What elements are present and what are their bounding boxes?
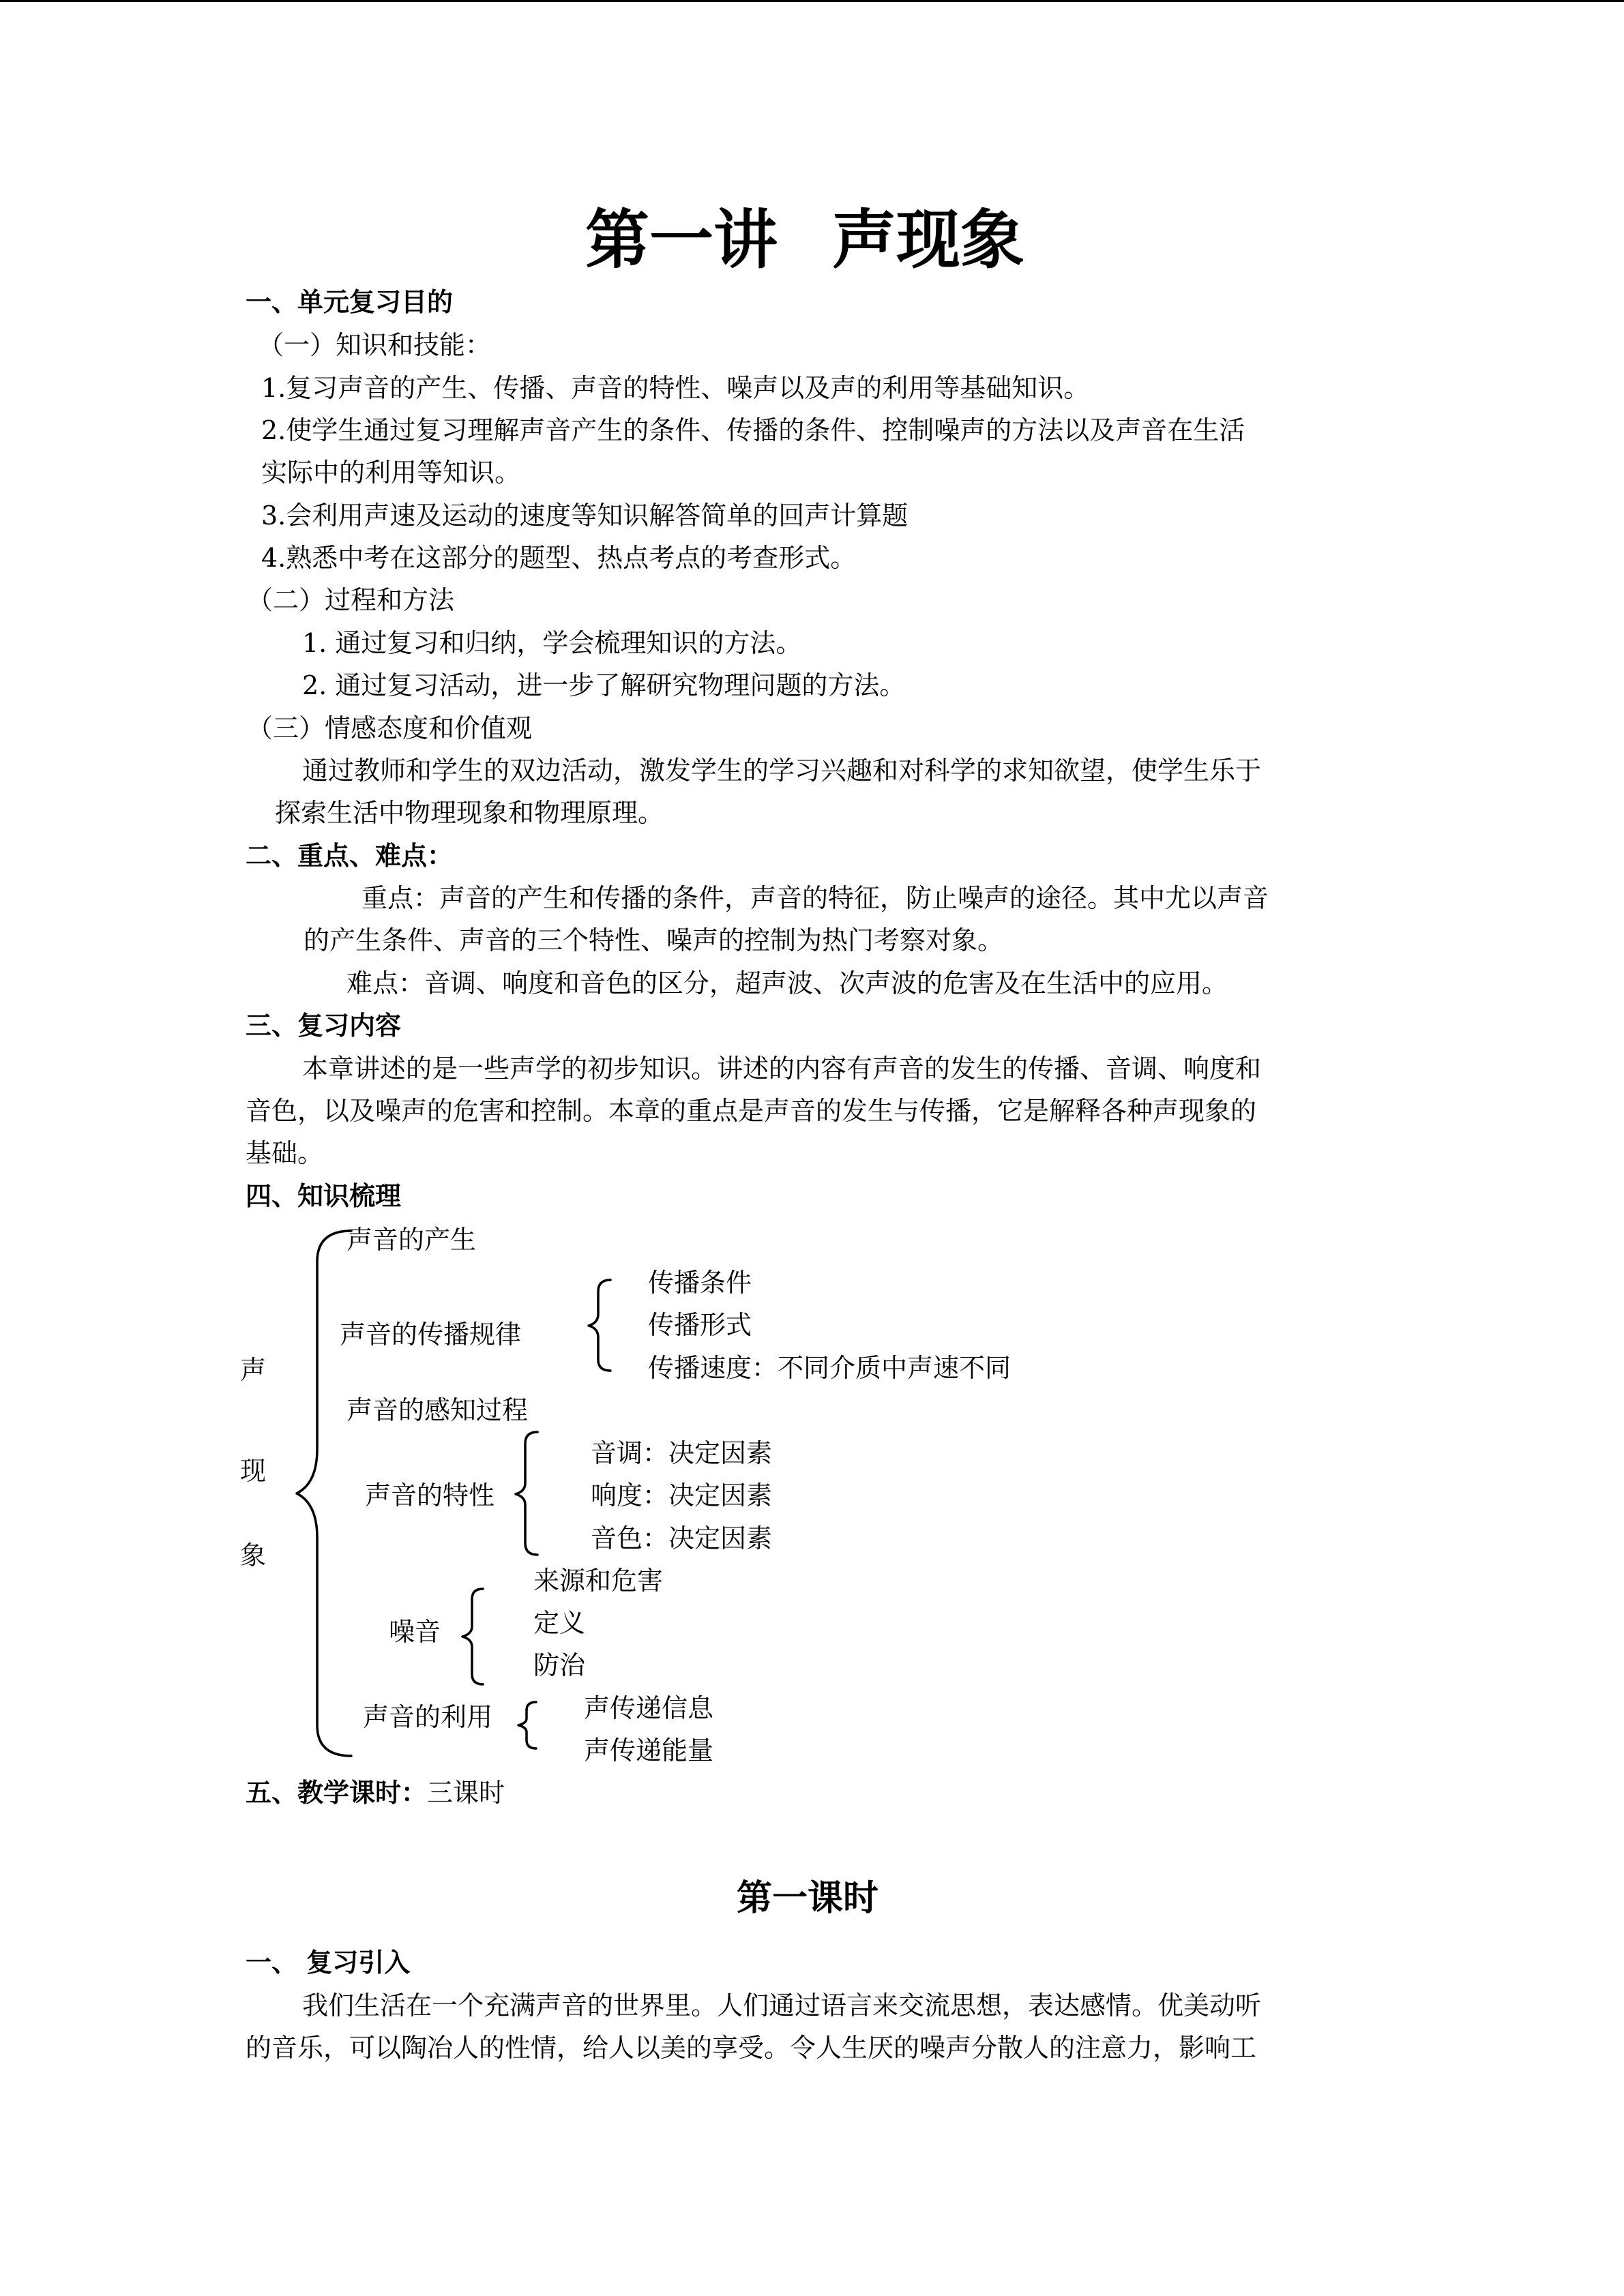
section1-k3: 3.会利用声速及运动的速度等知识解答简单的回声计算题: [261, 501, 909, 531]
section3-heading: 三、复习内容: [246, 1010, 402, 1041]
section1-e1b: 探索生活中物理现象和物理原理。: [275, 798, 664, 828]
tree-characteristics-item-3: 音色：决定因素: [591, 1523, 773, 1553]
propagation-brace: [583, 1277, 617, 1372]
section4-heading: 四、知识梳理: [246, 1180, 402, 1211]
tree-characteristics-item-2: 响度：决定因素: [591, 1480, 773, 1510]
tree-usage-item-2: 声传递能量: [584, 1735, 714, 1765]
tree-perception: 声音的感知过程: [346, 1395, 529, 1425]
section2-diff: 难点：音调、响度和音色的区分，超声波、次声波的危害及在生活中的应用。: [346, 968, 1228, 998]
lesson-heading: 一、 复习引入: [246, 1947, 411, 1978]
section1-k2a: 2.使学生通过复习理解声音产生的条件、传播的条件、控制噪声的方法以及声音在生活: [261, 415, 1245, 445]
tree-propagation-item-1: 传播条件: [648, 1268, 752, 1298]
characteristics-brace: [512, 1429, 546, 1558]
section3-p-c: 基础。: [246, 1138, 324, 1168]
section3-p-a: 本章讲述的是一些声学的初步知识。讲述的内容有声音的发生的传播、音调、响度和: [302, 1054, 1262, 1084]
section1-sub1: （一）知识和技能：: [258, 330, 492, 360]
tree-noise-item-2: 定义: [533, 1608, 586, 1638]
tree-production: 声音的产生: [346, 1225, 477, 1255]
tree-characteristics-item-1: 音调：决定因素: [591, 1438, 773, 1468]
usage-brace: [512, 1698, 546, 1753]
section1-sub2: （二）过程和方法: [247, 585, 455, 615]
lesson-p-b: 的音乐，可以陶冶人的性情，给人以美的享受。令人生厌的噪声分散人的注意力，影响工: [246, 2033, 1257, 2063]
lesson-p-a: 我们生活在一个充满声音的世界里。人们通过语言来交流思想，表达感情。优美动听: [302, 1991, 1262, 2021]
tree-propagation-item-2: 传播形式: [648, 1310, 752, 1340]
tree-noise-label: 噪音: [389, 1617, 441, 1647]
tree-root-char-2: 现: [240, 1456, 267, 1486]
tree-noise-item-3: 防治: [533, 1650, 586, 1680]
noise-brace: [457, 1585, 491, 1688]
tree-noise-item-1: 来源和危害: [533, 1566, 664, 1596]
title-main: 第一讲: [585, 203, 778, 278]
section2-key-b: 的产生条件、声音的三个特性、噪声的控制为热门考察对象。: [304, 925, 1004, 955]
page-top-border: [0, 0, 1624, 2]
tree-usage-item-1: 声传递信息: [584, 1693, 714, 1723]
section1-p2: 2. 通过复习活动，进一步了解研究物理问题的方法。: [302, 670, 906, 700]
section1-k4: 4.熟悉中考在这部分的题型、热点考点的考查形式。: [261, 543, 857, 573]
section2-key-a: 重点：声音的产生和传播的条件，声音的特征，防止噪声的途径。其中尤以声音: [361, 883, 1269, 913]
main-brace: [286, 1221, 355, 1766]
section1-k2b: 实际中的利用等知识。: [261, 458, 521, 488]
section5-line: [246, 1777, 505, 1808]
lesson-title: 第一课时: [737, 1877, 879, 1919]
section1-p1: 1. 通过复习和归纳，学会梳理知识的方法。: [302, 628, 802, 658]
section1-e1a: 通过教师和学生的双边活动，激发学生的学习兴趣和对科学的求知欲望，使学生乐于: [302, 756, 1262, 786]
section2-heading: 二、重点、难点：: [246, 840, 454, 871]
title-sub: 声现象: [832, 203, 1025, 278]
section3-p-b: 音色，以及噪声的危害和控制。本章的重点是声音的发生与传播，它是解释各种声现象的: [246, 1096, 1257, 1126]
section5-value: 三课时: [427, 1778, 505, 1808]
section1-sub3: （三）情感态度和价值观: [247, 713, 533, 743]
tree-usage-label: 声音的利用: [363, 1702, 493, 1732]
tree-root-char-3: 象: [240, 1540, 267, 1570]
section5-heading: 五、教学课时：: [246, 1777, 428, 1808]
tree-root-char-1: 声: [240, 1355, 267, 1385]
document-title: [585, 203, 1025, 278]
section1-heading: 一、单元复习目的: [246, 286, 454, 317]
section1-k1: 1.复习声音的产生、传播、声音的特性、噪声以及声的利用等基础知识。: [261, 373, 1090, 403]
tree-characteristics-label: 声音的特性: [365, 1480, 495, 1510]
tree-propagation-label: 声音的传播规律: [340, 1320, 522, 1350]
tree-propagation-item-3: 传播速度：不同介质中声速不同: [648, 1353, 1012, 1383]
